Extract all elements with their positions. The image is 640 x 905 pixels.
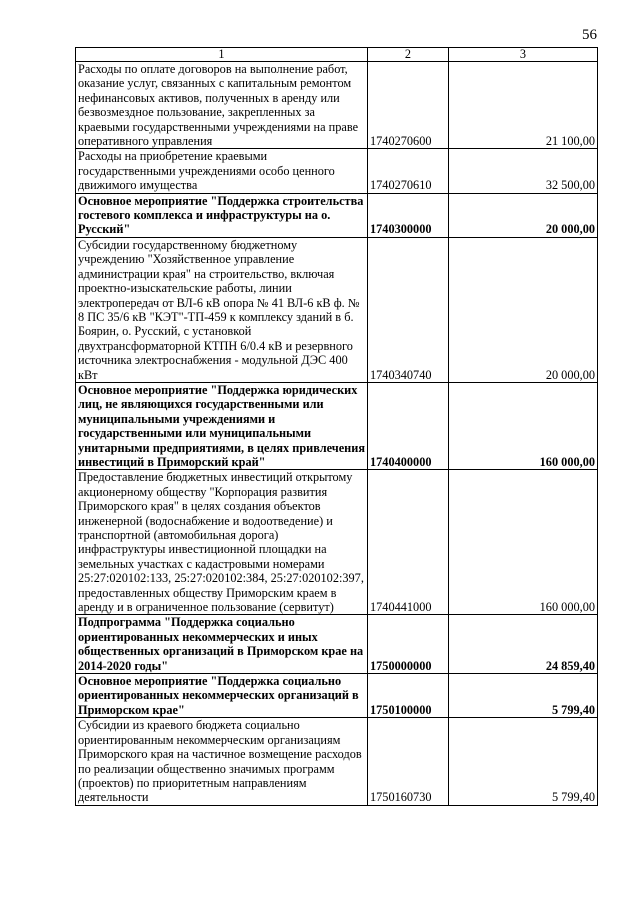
row-amount: 5 799,40 bbox=[449, 674, 598, 718]
table-header-row bbox=[76, 48, 598, 62]
table-row bbox=[76, 149, 598, 193]
row-description: Субсидии из краевого бюджета социально ориентированным некоммерческим организациям Приморского края на частичное возмещение расходов по реализации общественно значимых программ (проектов) по приоритетным направлениям деятельности bbox=[76, 718, 368, 805]
row-code: 1740270610 bbox=[368, 149, 449, 193]
table-row bbox=[76, 237, 598, 382]
row-amount: 21 100,00 bbox=[449, 62, 598, 149]
header-col-2: 2 bbox=[368, 48, 449, 62]
row-amount: 24 859,40 bbox=[449, 615, 598, 674]
row-description: Основное мероприятие "Поддержка социально ориентированных некоммерческих организаций в Приморском крае" bbox=[76, 674, 368, 718]
row-description: Расходы на приобретение краевыми государственными учреждениями особо ценного движимого имущества bbox=[76, 149, 368, 193]
table-row bbox=[76, 382, 598, 469]
row-amount: 20 000,00 bbox=[449, 193, 598, 237]
row-code: 1740340740 bbox=[368, 237, 449, 382]
table-row bbox=[76, 615, 598, 674]
row-amount: 5 799,40 bbox=[449, 718, 598, 805]
header-col-1: 1 bbox=[76, 48, 368, 62]
table-row bbox=[76, 718, 598, 805]
row-code: 1740270600 bbox=[368, 62, 449, 149]
row-amount: 160 000,00 bbox=[449, 382, 598, 469]
row-description: Предоставление бюджетных инвестиций открытому акционерному обществу "Корпорация развития Приморского края" в целях создания объектов инженерной (водоснабжение и водоотведение) и транспортной (автомобильная дорога) инфраструктуры инвестиционной площадки на земельных участках с кадастровыми номерами 25:27:020102:133, 25:27:020102:384, 25:27:020102:397, предоставленных обществу Приморским краем в аренду и в ограниченное пользование (сервитут) bbox=[76, 470, 368, 615]
table-row bbox=[76, 470, 598, 615]
table-row bbox=[76, 674, 598, 718]
row-description: Подпрограмма "Поддержка социально ориентированных некоммерческих и иных общественных организаций в Приморском крае на 2014-2020 годы" bbox=[76, 615, 368, 674]
row-code: 1740300000 bbox=[368, 193, 449, 237]
row-code: 1740400000 bbox=[368, 382, 449, 469]
table-row bbox=[76, 193, 598, 237]
row-amount: 20 000,00 bbox=[449, 237, 598, 382]
header-col-3: 3 bbox=[449, 48, 598, 62]
row-amount: 160 000,00 bbox=[449, 470, 598, 615]
row-description: Субсидии государственному бюджетному учреждению "Хозяйственное управление администрации края" на строительство, включая проектно-изыскательские работы, линии электропередач от ВЛ-6 кВ опора № 41 ВЛ-6 кВ ф. № 8 ПС 35/6 кВ "КЭТ"-ТП-459 к комплексу зданий в б. Боярин, о. Русский, с установкой двухтрансформаторной КТПН 6/0.4 кВ и резервного источника электроснабжения - модульной ДЭС 400 кВт bbox=[76, 237, 368, 382]
row-description: Расходы по оплате договоров на выполнение работ, оказание услуг, связанных с капитальным ремонтом нефинансовых активов, полученных в аренду или безвозмездное пользование, закрепленных за краевыми государственными учреждениями на праве оперативного управления bbox=[76, 62, 368, 149]
page-number: 56 bbox=[582, 27, 597, 43]
row-code: 1750100000 bbox=[368, 674, 449, 718]
row-code: 1750160730 bbox=[368, 718, 449, 805]
row-code: 1750000000 bbox=[368, 615, 449, 674]
row-description: Основное мероприятие "Поддержка юридических лиц, не являющихся государственными или муниципальными учреждениями и государственными или муниципальными унитарными предприятиями, в целях привлечения инвестиций в Приморский край" bbox=[76, 382, 368, 469]
row-amount: 32 500,00 bbox=[449, 149, 598, 193]
row-code: 1740441000 bbox=[368, 470, 449, 615]
row-description: Основное мероприятие "Поддержка строительства гостевого комплекса и инфраструктуры на о. Русский" bbox=[76, 193, 368, 237]
table-row bbox=[76, 62, 598, 149]
budget-table bbox=[75, 47, 598, 806]
